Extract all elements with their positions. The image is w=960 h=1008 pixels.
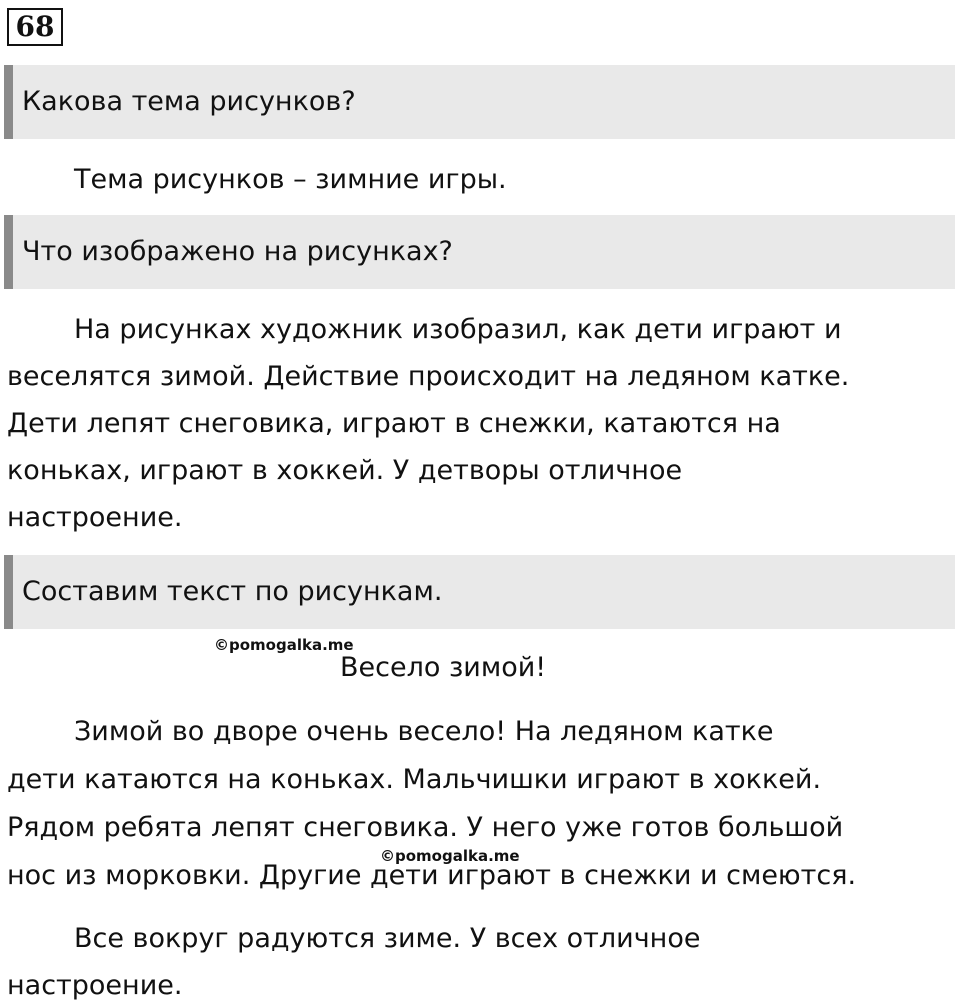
question-compose [4, 555, 955, 629]
answer-depicted-line: веселятся зимой. Действие происходит на ледяном катке. [7, 361, 850, 392]
story-title: Весело зимой! [340, 652, 547, 683]
watermark: ©pomogalka.me [380, 847, 520, 865]
question-theme-text: Какова тема рисунков? [22, 86, 356, 117]
answer-depicted-line: Дети лепят снеговика, играют в снежки, катаются на [7, 408, 781, 439]
question-theme [4, 65, 955, 139]
story-line: нос из морковки. Другие дети играют в снежки и смеются. [7, 860, 857, 891]
watermark: ©pomogalka.me [214, 636, 354, 654]
question-compose-text: Составим текст по рисункам. [22, 576, 443, 607]
answer-depicted-line: На рисунках художник изобразил, как дети играют и [74, 314, 842, 345]
answer-depicted-line: коньках, играют в хоккей. У детворы отличное [7, 455, 683, 486]
story-line: Зимой во дворе очень весело! На ледяном катке [74, 716, 774, 747]
answer-theme: Тема рисунков – зимние игры. [74, 164, 507, 195]
story-line: настроение. [7, 970, 183, 1001]
story-line: Рядом ребята лепят снеговика. У него уже готов большой [7, 812, 844, 843]
page-number: 68 [7, 8, 63, 46]
question-depicted [4, 215, 955, 289]
story-line: дети катаются на коньках. Мальчишки играют в хоккей. [7, 764, 822, 795]
answer-depicted-line: настроение. [7, 502, 183, 533]
question-depicted-text: Что изображено на рисунках? [22, 236, 453, 267]
story-line: Все вокруг радуются зиме. У всех отличное [74, 923, 701, 954]
